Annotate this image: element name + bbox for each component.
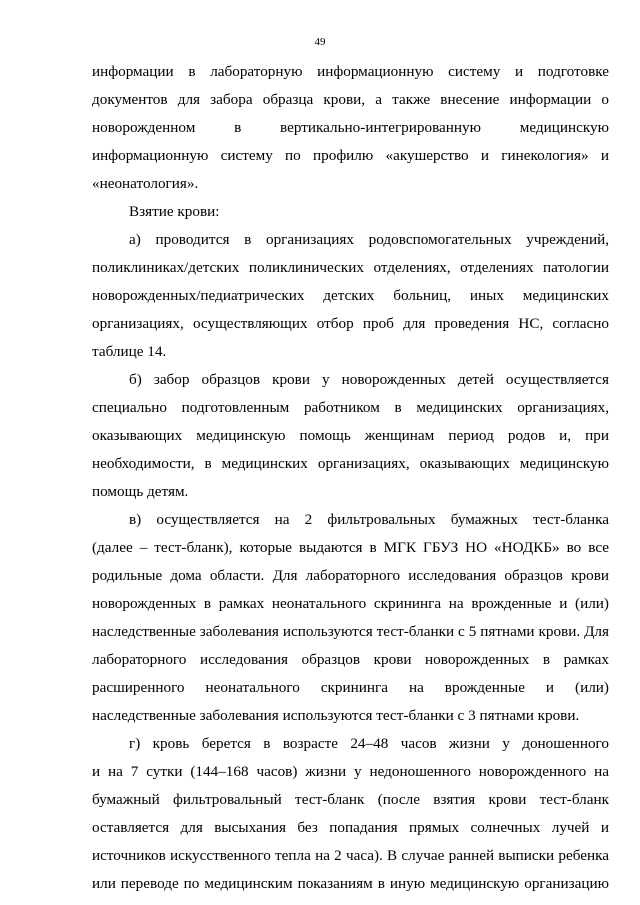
text-line: наследственные заболевания используются тест-бланки с 3 пятнами крови.	[92, 707, 580, 724]
text-line: бумажный фильтровальный тест-бланк (после взятия крови тест-бланк	[92, 791, 609, 808]
text-line: б) забор образцов крови у новорожденных детей осуществляется	[129, 371, 609, 388]
text-line: лабораторного исследования образцов крови новорожденных в рамках	[92, 651, 609, 668]
text-line: наследственные заболевания используются тест-бланки с 5 пятнами крови. Для	[92, 623, 609, 640]
text-line: оставляется для высыхания без попадания прямых солнечных лучей и	[92, 819, 609, 836]
text-line: информационную систему по профилю «акушерство и гинекология» и	[92, 147, 609, 164]
text-line: таблице 14.	[92, 343, 167, 360]
text-line: (далее – тест-бланк), которые выдаются в МГК ГБУЗ НО «НОДКБ» во все	[92, 539, 609, 556]
text-line: информации в лабораторную информационную систему и подготовке	[92, 63, 609, 80]
text-line: специально подготовленным работником в медицинских организациях,	[92, 399, 609, 416]
text-line: помощь детям.	[92, 483, 189, 500]
text-line: родильные дома области. Для лабораторного исследования образцов крови	[92, 567, 609, 584]
text-line: необходимости, в медицинских организациях, оказывающих медицинскую	[92, 455, 609, 472]
text-line: в) осуществляется на 2 фильтровальных бумажных тест-бланка	[129, 511, 609, 528]
text-line: а) проводится в организациях родовспомогательных учреждений,	[129, 231, 609, 248]
text-line: новорожденных/педиатрических детских больниц, иных медицинских	[92, 287, 609, 304]
page-number: 49	[314, 36, 326, 48]
text-line: новорожденных в рамках неонатального скрининга на врожденные и (или)	[92, 595, 609, 612]
text-line: источников искусственного тепла на 2 часа). В случае ранней выписки ребенка	[92, 847, 609, 864]
text-line: организациях, осуществляющих отбор проб для проведения НС, согласно	[92, 315, 609, 332]
text-line: Взятие крови:	[129, 203, 220, 220]
text-line: расширенного неонатального скрининга на врожденные и (или)	[92, 679, 609, 696]
body-text	[92, 58, 609, 898]
text-line: новорожденном в вертикально-интегрированную медицинскую	[92, 119, 609, 136]
text-line: или переводе по медицинским показаниям в иную медицинскую организацию	[92, 875, 609, 892]
text-line: документов для забора образца крови, а также внесение информации о	[92, 91, 609, 108]
text-line: «неонатология».	[92, 175, 199, 192]
text-line: оказывающих медицинскую помощь женщинам период родов и, при	[92, 427, 609, 444]
text-line: и на 7 сутки (144–168 часов) жизни у недоношенного новорожденного на	[92, 763, 609, 780]
text-line: г) кровь берется в возрасте 24–48 часов жизни у доношенного	[129, 735, 609, 752]
text-line: поликлиниках/детских поликлинических отделениях, отделениях патологии	[92, 259, 609, 276]
